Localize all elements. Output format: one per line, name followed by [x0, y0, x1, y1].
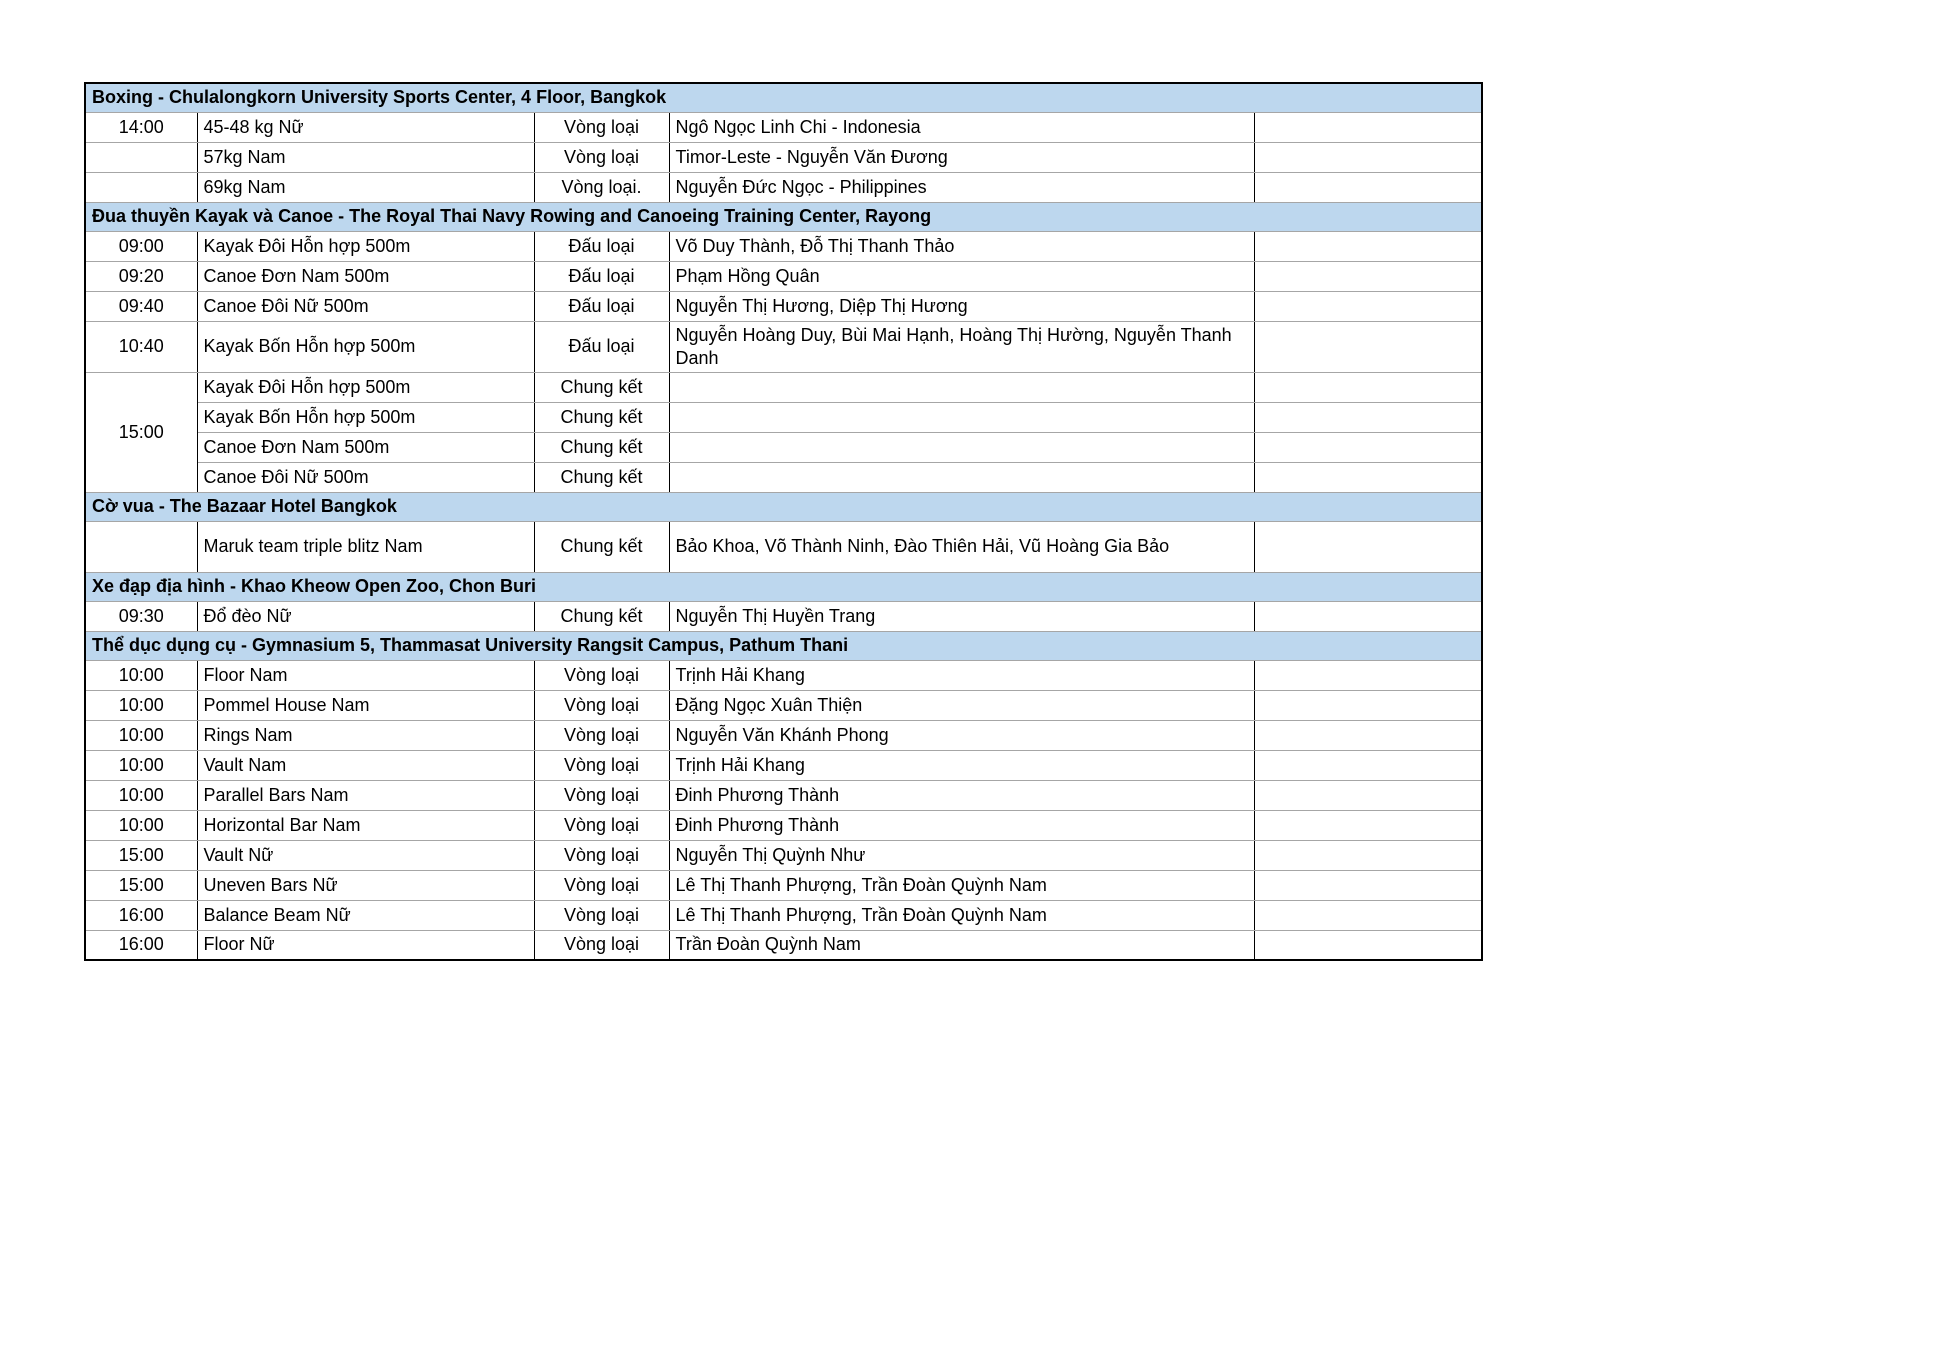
section-header-row [85, 83, 1482, 112]
schedule-row [85, 291, 1482, 321]
schedule-row [85, 321, 1482, 372]
time-cell: 10:00 [85, 720, 197, 750]
athletes-cell: Nguyễn Văn Khánh Phong [669, 720, 1254, 750]
event-cell: Floor Nữ [197, 930, 534, 960]
time-cell: 15:00 [85, 840, 197, 870]
round-cell: Vòng loại [534, 720, 669, 750]
notes-cell [1254, 720, 1482, 750]
round-cell: Vòng loại [534, 930, 669, 960]
schedule-row [85, 112, 1482, 142]
schedule-row [85, 750, 1482, 780]
time-cell: 09:00 [85, 231, 197, 261]
schedule-row [85, 172, 1482, 202]
section-header-title: Đua thuyền Kayak và Canoe - The Royal Thai Navy Rowing and Canoeing Training Center, Rayong [85, 202, 1482, 231]
time-cell: 14:00 [85, 112, 197, 142]
schedule-row [85, 521, 1482, 572]
athletes-cell: Bảo Khoa, Võ Thành Ninh, Đào Thiên Hải, Vũ Hoàng Gia Bảo [669, 521, 1254, 572]
event-cell: Kayak Đôi Hỗn hợp 500m [197, 231, 534, 261]
event-cell: Canoe Đơn Nam 500m [197, 432, 534, 462]
event-cell: Horizontal Bar Nam [197, 810, 534, 840]
notes-cell [1254, 261, 1482, 291]
notes-cell [1254, 750, 1482, 780]
schedule-row [85, 720, 1482, 750]
time-cell: 10:00 [85, 750, 197, 780]
time-cell: 09:20 [85, 261, 197, 291]
time-cell [85, 142, 197, 172]
athletes-cell: Nguyễn Hoàng Duy, Bùi Mai Hạnh, Hoàng Thị Hường, Nguyễn Thanh Danh [669, 321, 1254, 372]
round-cell: Vòng loại [534, 112, 669, 142]
athletes-cell: Trịnh Hải Khang [669, 750, 1254, 780]
athletes-cell: Nguyễn Thị Quỳnh Như [669, 840, 1254, 870]
round-cell: Vòng loại [534, 660, 669, 690]
athletes-cell: Trịnh Hải Khang [669, 660, 1254, 690]
event-cell: Uneven Bars Nữ [197, 870, 534, 900]
notes-cell [1254, 291, 1482, 321]
schedule-row [85, 142, 1482, 172]
round-cell: Vòng loại [534, 900, 669, 930]
schedule-row [85, 601, 1482, 631]
notes-cell [1254, 840, 1482, 870]
athletes-cell [669, 462, 1254, 492]
schedule-row [85, 690, 1482, 720]
round-cell: Vòng loại [534, 690, 669, 720]
schedule-row [85, 402, 1482, 432]
notes-cell [1254, 112, 1482, 142]
athletes-cell: Đinh Phương Thành [669, 780, 1254, 810]
time-cell [85, 521, 197, 572]
athletes-cell: Võ Duy Thành, Đỗ Thị Thanh Thảo [669, 231, 1254, 261]
round-cell: Chung kết [534, 601, 669, 631]
notes-cell [1254, 521, 1482, 572]
schedule-row [85, 372, 1482, 402]
time-cell: 15:00 [85, 870, 197, 900]
event-cell: 69kg Nam [197, 172, 534, 202]
time-cell: 15:00 [85, 372, 197, 492]
athletes-cell: Nguyễn Đức Ngọc - Philippines [669, 172, 1254, 202]
event-cell: Parallel Bars Nam [197, 780, 534, 810]
event-cell: Pommel House Nam [197, 690, 534, 720]
section-header-title: Cờ vua - The Bazaar Hotel Bangkok [85, 492, 1482, 521]
time-cell: 10:00 [85, 660, 197, 690]
athletes-cell: Lê Thị Thanh Phượng, Trần Đoàn Quỳnh Nam [669, 870, 1254, 900]
round-cell: Đấu loại [534, 321, 669, 372]
event-cell: Kayak Bốn Hỗn hợp 500m [197, 321, 534, 372]
athletes-cell: Trần Đoàn Quỳnh Nam [669, 930, 1254, 960]
schedule-row [85, 930, 1482, 960]
time-cell [85, 172, 197, 202]
schedule-row [85, 810, 1482, 840]
athletes-cell [669, 372, 1254, 402]
section-header-title: Boxing - Chulalongkorn University Sports Center, 4 Floor, Bangkok [85, 83, 1482, 112]
schedule-row [85, 660, 1482, 690]
section-header-row [85, 492, 1482, 521]
time-cell: 09:40 [85, 291, 197, 321]
round-cell: Chung kết [534, 521, 669, 572]
notes-cell [1254, 321, 1482, 372]
notes-cell [1254, 900, 1482, 930]
notes-cell [1254, 870, 1482, 900]
athletes-cell: Ngô Ngọc Linh Chi - Indonesia [669, 112, 1254, 142]
notes-cell [1254, 372, 1482, 402]
time-cell: 10:40 [85, 321, 197, 372]
schedule-row [85, 840, 1482, 870]
event-cell: Canoe Đơn Nam 500m [197, 261, 534, 291]
schedule-row [85, 870, 1482, 900]
event-cell: Canoe Đôi Nữ 500m [197, 291, 534, 321]
event-cell: Maruk team triple blitz Nam [197, 521, 534, 572]
schedule-table-body [85, 83, 1482, 960]
round-cell: Đấu loại [534, 261, 669, 291]
section-header-title: Xe đạp địa hình - Khao Kheow Open Zoo, Chon Buri [85, 572, 1482, 601]
round-cell: Vòng loại [534, 750, 669, 780]
athletes-cell: Nguyễn Thị Hương, Diệp Thị Hương [669, 291, 1254, 321]
time-cell: 10:00 [85, 810, 197, 840]
time-cell: 16:00 [85, 930, 197, 960]
athletes-cell: Nguyễn Thị Huyền Trang [669, 601, 1254, 631]
notes-cell [1254, 930, 1482, 960]
notes-cell [1254, 172, 1482, 202]
time-cell: 09:30 [85, 601, 197, 631]
athletes-cell [669, 402, 1254, 432]
event-cell: Kayak Bốn Hỗn hợp 500m [197, 402, 534, 432]
notes-cell [1254, 810, 1482, 840]
round-cell: Vòng loại. [534, 172, 669, 202]
time-cell: 10:00 [85, 780, 197, 810]
round-cell: Vòng loại [534, 840, 669, 870]
event-cell: Canoe Đôi Nữ 500m [197, 462, 534, 492]
schedule-table [84, 82, 1483, 961]
schedule-row [85, 432, 1482, 462]
schedule-row [85, 261, 1482, 291]
notes-cell [1254, 660, 1482, 690]
athletes-cell: Timor-Leste - Nguyễn Văn Đương [669, 142, 1254, 172]
athletes-cell: Lê Thị Thanh Phượng, Trần Đoàn Quỳnh Nam [669, 900, 1254, 930]
section-header-row [85, 631, 1482, 660]
event-cell: Kayak Đôi Hỗn hợp 500m [197, 372, 534, 402]
time-cell: 16:00 [85, 900, 197, 930]
event-cell: Balance Beam Nữ [197, 900, 534, 930]
notes-cell [1254, 462, 1482, 492]
schedule-row [85, 780, 1482, 810]
athletes-cell: Đặng Ngọc Xuân Thiện [669, 690, 1254, 720]
section-header-row [85, 202, 1482, 231]
schedule-row [85, 900, 1482, 930]
event-cell: Vault Nữ [197, 840, 534, 870]
event-cell: Đổ đèo Nữ [197, 601, 534, 631]
round-cell: Đấu loại [534, 291, 669, 321]
athletes-cell: Phạm Hồng Quân [669, 261, 1254, 291]
round-cell: Chung kết [534, 402, 669, 432]
event-cell: Floor Nam [197, 660, 534, 690]
event-cell: 57kg Nam [197, 142, 534, 172]
time-cell: 10:00 [85, 690, 197, 720]
round-cell: Chung kết [534, 462, 669, 492]
notes-cell [1254, 402, 1482, 432]
event-cell: Vault Nam [197, 750, 534, 780]
section-header-title: Thể dục dụng cụ - Gymnasium 5, Thammasat University Rangsit Campus, Pathum Thani [85, 631, 1482, 660]
round-cell: Vòng loại [534, 870, 669, 900]
notes-cell [1254, 690, 1482, 720]
notes-cell [1254, 142, 1482, 172]
section-header-row [85, 572, 1482, 601]
notes-cell [1254, 231, 1482, 261]
schedule-row [85, 462, 1482, 492]
round-cell: Chung kết [534, 372, 669, 402]
round-cell: Vòng loại [534, 810, 669, 840]
event-cell: 45-48 kg Nữ [197, 112, 534, 142]
athletes-cell [669, 432, 1254, 462]
round-cell: Chung kết [534, 432, 669, 462]
notes-cell [1254, 780, 1482, 810]
event-cell: Rings Nam [197, 720, 534, 750]
round-cell: Vòng loại [534, 142, 669, 172]
notes-cell [1254, 601, 1482, 631]
athletes-cell: Đinh Phương Thành [669, 810, 1254, 840]
round-cell: Đấu loại [534, 231, 669, 261]
round-cell: Vòng loại [534, 780, 669, 810]
schedule-row [85, 231, 1482, 261]
notes-cell [1254, 432, 1482, 462]
